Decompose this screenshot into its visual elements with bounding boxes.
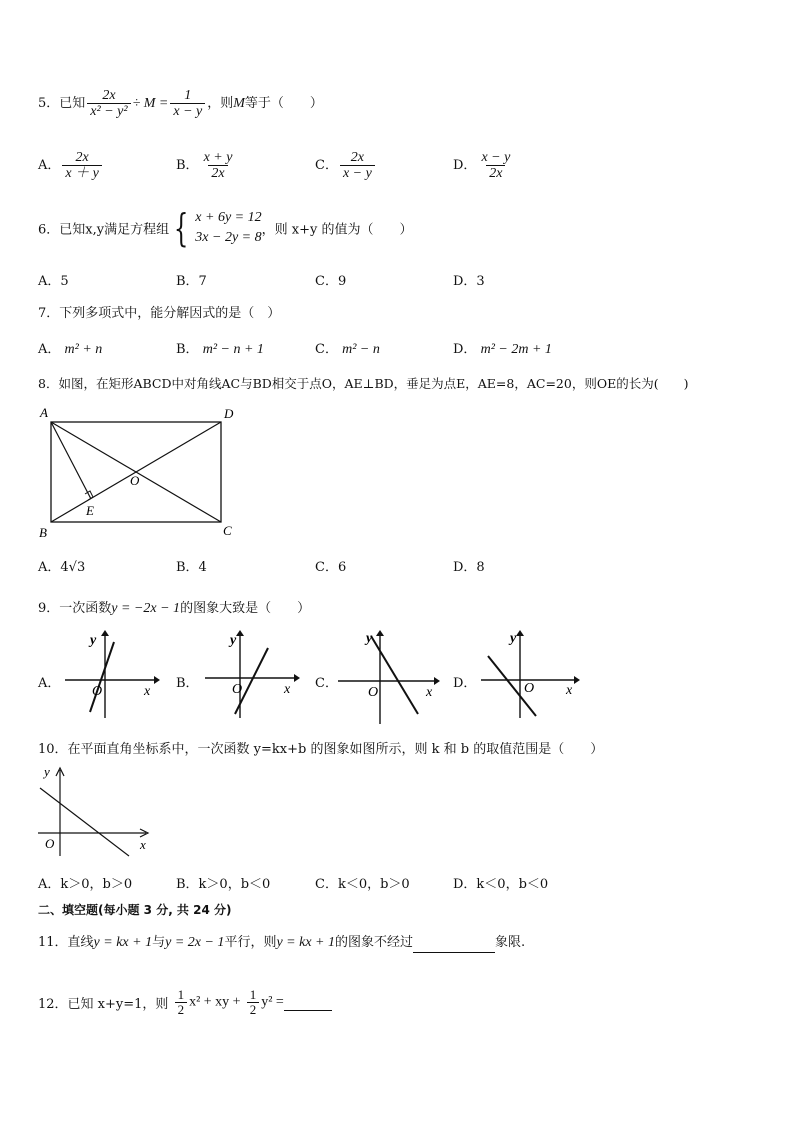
question-6: 6．已知x,y满足方程组 { x + 6y = 12 3x − 2y = 8 ，则 x+y 的值为（ ） xyxy=(38,206,413,250)
q8-rectangle-figure xyxy=(36,402,246,542)
q12-fraction-1: $\frac{1}{2}$ xyxy=(175,988,188,1017)
q8-option-a[interactable]: A．4√3 xyxy=(38,560,86,575)
q9-graph-b xyxy=(200,628,300,720)
svg-text:x: x xyxy=(566,683,573,698)
q7-option-b[interactable]: B． m² − n + 1 xyxy=(176,342,264,357)
q9-graph-d xyxy=(478,628,583,720)
svg-text:x: x xyxy=(284,682,291,697)
svg-text:y: y xyxy=(510,631,517,646)
q5-option-b[interactable]: B． $\frac{x + y}{2x}$ xyxy=(176,150,233,181)
label-d: D xyxy=(224,406,234,421)
section-fill-in-title: 二、填空题(每小题 3 分, 共 24 分) xyxy=(38,903,232,917)
label-b: B xyxy=(39,525,47,540)
q12-fraction-2: $\frac{1}{2}$ xyxy=(247,988,260,1017)
svg-text:y: y xyxy=(90,633,97,648)
q5-option-c[interactable]: C． $\frac{2x}{x - y}$ xyxy=(315,150,377,181)
q9-option-b[interactable]: B． xyxy=(176,676,199,691)
q9-graph-a xyxy=(60,628,160,720)
question-8: 8．如图，在矩形ABCD中对角线AC与BD相交于点O，AE⊥BD，垂足为点E，AE=8，AC=20，则OE的长为( ) xyxy=(38,376,689,391)
svg-text:O: O xyxy=(524,681,535,696)
q12-answer-blank[interactable] xyxy=(284,995,332,1011)
svg-text:O: O xyxy=(45,836,55,851)
question-10: 10．在平面直角坐标系中，一次函数 y=kx+b 的图象如图所示，则 k 和 b 的取值范围是（ ） xyxy=(38,742,604,757)
q9-graph-c xyxy=(338,628,443,724)
svg-text:x: x xyxy=(426,685,433,700)
q5-fraction-2: $\frac{1}{x - y}$ xyxy=(170,88,205,119)
question-12: 12．已知 x+y=1，则 $\frac{1}{2}$ x² + xy + $\frac{1}{2}$ y² = xyxy=(38,988,332,1017)
question-7: 7．下列多项式中，能分解因式的是（ ） xyxy=(38,306,281,321)
q5-fraction-1: $\frac{2x}{\text{x² − y²}}$ xyxy=(87,88,130,119)
q6-option-a[interactable]: A．5 xyxy=(38,274,69,289)
label-a: A xyxy=(40,405,48,420)
label-o: O xyxy=(130,473,140,488)
q7-option-a[interactable]: A． m² + n xyxy=(38,342,103,357)
q5-option-d[interactable]: D． $\frac{x - y}{2x}$ xyxy=(453,150,511,181)
label-c: C xyxy=(223,523,232,538)
q6-option-c[interactable]: C．9 xyxy=(315,274,347,289)
question-9: 9．一次函数y = −2x − 1的图象大致是（ ） xyxy=(38,601,311,616)
q9-option-a[interactable]: A． xyxy=(38,676,61,691)
svg-text:x: x xyxy=(140,837,146,852)
q10-graph xyxy=(36,762,161,858)
q11-answer-blank[interactable] xyxy=(413,937,495,953)
q10-option-d[interactable]: D．k＜0，b＜0 xyxy=(453,877,549,892)
svg-text:O: O xyxy=(92,684,103,699)
q10-option-b[interactable]: B．k＞0，b＜0 xyxy=(176,877,271,892)
q5-option-a[interactable]: A． $\frac{2x}{x + y}$ xyxy=(38,150,104,181)
q9-option-c[interactable]: C． xyxy=(315,676,338,691)
q10-option-a[interactable]: A．k＞0，b＞0 xyxy=(38,877,133,892)
q10-option-c[interactable]: C．k＜0，b＞0 xyxy=(315,877,410,892)
question-5: 5．已知 $\frac{2x}{\text{x² − y²}}$ ÷ M = $\frac{1}{x - y}$ ，则M等于（ ） xyxy=(38,88,323,119)
question-11: 11．直线y = kx + 1与y = 2x − 1平行，则y = kx + 1的图象不经过 象限. xyxy=(38,931,525,953)
label-e: E xyxy=(86,503,94,518)
svg-text:O: O xyxy=(232,682,243,697)
q8-option-d[interactable]: D．8 xyxy=(453,560,485,575)
q6-stem: 6．已知x,y满足方程组 xyxy=(38,222,170,238)
q5-stem: 5．已知 xyxy=(38,96,86,111)
q8-option-c[interactable]: C．6 xyxy=(315,560,347,575)
q8-option-b[interactable]: B．4 xyxy=(176,560,207,575)
q7-option-d[interactable]: D． m² − 2m + 1 xyxy=(453,342,552,357)
svg-text:O: O xyxy=(368,685,379,700)
q6-option-b[interactable]: B．7 xyxy=(176,274,207,289)
svg-text:y: y xyxy=(366,631,373,646)
svg-text:x: x xyxy=(144,684,151,699)
svg-text:y: y xyxy=(230,633,237,648)
q6-equation-system: { x + 6y = 12 3x − 2y = 8 xyxy=(173,206,262,250)
q7-option-c[interactable]: C． m² − n xyxy=(315,342,380,357)
svg-text:y: y xyxy=(44,764,50,779)
q6-option-d[interactable]: D．3 xyxy=(453,274,485,289)
q5-divide-m: ÷ M = xyxy=(132,96,169,111)
q9-option-d[interactable]: D． xyxy=(453,676,477,691)
